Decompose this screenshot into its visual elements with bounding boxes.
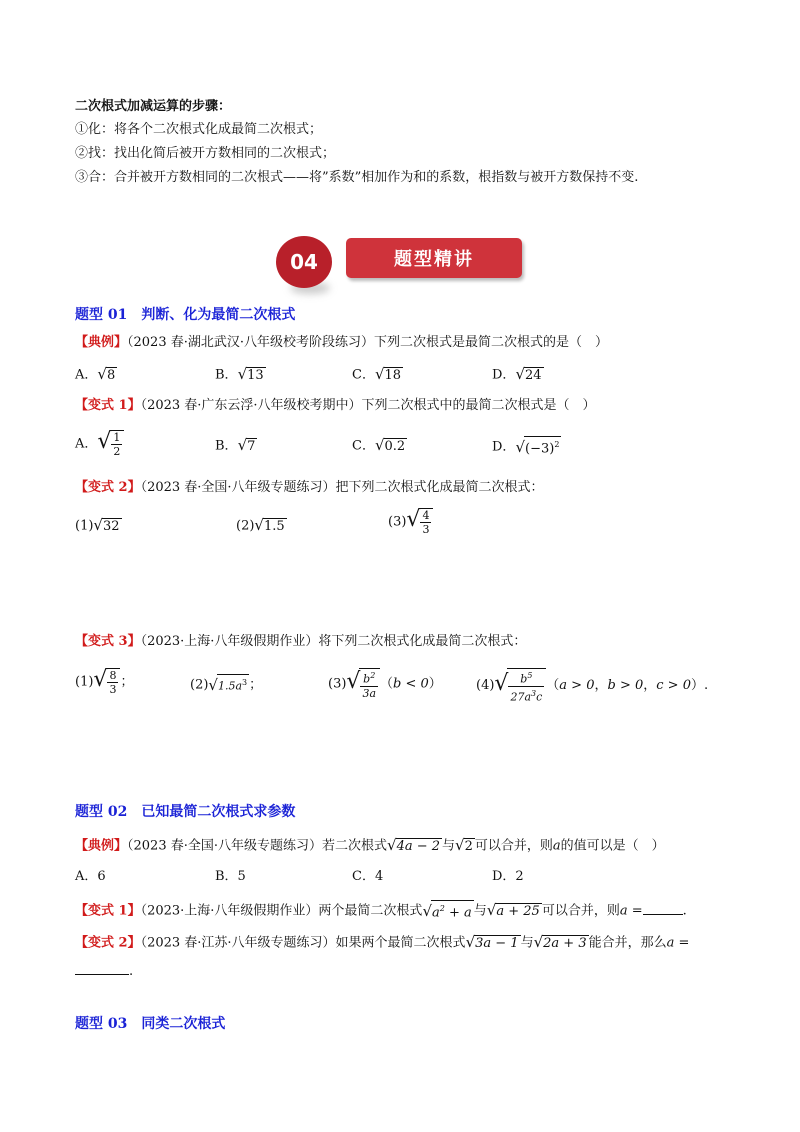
t2-example: 【典例】（2023 春·全国·八年级专题练习）若二次根式√4a − 2 与√2 可以合并，则a的值可以是（ ） [75,836,665,854]
t1-v1-option-a: A．√ $\frac{1}{2}$ [75,430,124,458]
t1-v3-item-4: (4)√ $\frac{b^5}{27a^3c}$ （a > 0，b > 0，c > 0）. [476,668,708,703]
t2-variant-1: 【变式 1】（2023·上海·八年级假期作业）两个最简二次根式$√a^2 + a$ 与√a + 25 可以合并，则a = . [75,901,687,921]
t1-v3-item-3: (3)√ $\frac{b^2}{3a}$ （b < 0） [328,668,442,700]
t1-v3-item-1: (1)√ $\frac{8}{3}$ ； [75,667,134,696]
topic-03-title: 题型 03 同类二次根式 [75,1016,226,1032]
variant-text: （2023 春·广东云浮·八年级校考期中）下列二次根式中的最简二次根式是（ ） [140,398,596,413]
topic-01-title: 题型 01 判断、化为最简二次根式 [75,307,296,323]
t1-v2-item-2: (2)√1.5 [236,516,285,534]
t2-v2-answer-line: . [75,962,133,981]
banner-number-badge: 04 [276,236,332,288]
banner-label: 题型精讲 [346,238,522,278]
section-banner [276,236,526,288]
intro-step-2: ②找：找出化简后被开方数相同的二次根式； [75,146,336,161]
t2-variant-2: 【变式 2】（2023 春·江苏·八年级专题练习）如果两个最简二次根式√3a − 1 与√2a + 3 能合并，那么a = [75,933,690,951]
answer-blank[interactable] [75,962,129,975]
t1-v1-option-d: D．$√(-3)^2$ [492,436,561,458]
t2-ex-option-d: D．2 [492,869,524,884]
t1-example [75,334,608,352]
t1-v2-item-3: (3)√ $\frac{4}{3}$ [388,508,433,536]
t2-ex-option-c: C．4 [352,869,384,884]
intro-step-3: ③合：合并被开方数相同的二次根式——将”系数”相加作为和的系数，根指数与被开方数保持不变. [75,170,639,185]
intro-step-1: ①化：将各个二次根式化成最简二次根式； [75,122,323,137]
intro-heading: 二次根式加减运算的步骤： [75,99,232,114]
t1-ex-option-b: B．√13 [215,365,264,383]
t1-variant-1 [75,397,596,415]
variant-text: （2023·上海·八年级假期作业）将下列二次根式化成最简二次根式： [140,634,527,649]
variant-text: （2023 春·全国·八年级专题练习）把下列二次根式化成最简二次根式： [140,480,544,495]
t1-ex-option-a: A．√8 [75,365,116,383]
t2-ex-option-a: A．6 [75,869,106,884]
variant-tag: 【变式 1】 [75,398,141,413]
variant-tag: 【变式 1】 [75,903,141,919]
topic-02-title: 题型 02 已知最简二次根式求参数 [75,804,296,820]
t1-v3-item-2: $(2)√1.5a^3$ ； [190,675,263,694]
variant-tag: 【变式 3】 [75,634,141,649]
example-text: （2023 春·湖北武汉·八年级校考阶段练习）下列二次根式是最简二次根式的是（ ） [127,335,608,350]
example-tag: 【典例】 [75,335,128,350]
t1-v2-item-1: (1)√32 [75,516,120,534]
t1-v1-option-c: C．√0.2 [352,436,406,454]
t1-ex-option-c: C．√18 [352,365,402,383]
t1-variant-3 [75,633,526,651]
t2-ex-option-b: B．5 [215,869,246,884]
answer-blank[interactable] [643,902,683,915]
example-tag: 【典例】 [75,838,128,854]
variant-tag: 【变式 2】 [75,935,141,951]
t1-ex-option-d: D．√24 [492,365,542,383]
t1-variant-2 [75,479,544,497]
t1-v1-option-b: B．√7 [215,436,256,454]
variant-tag: 【变式 2】 [75,480,141,495]
